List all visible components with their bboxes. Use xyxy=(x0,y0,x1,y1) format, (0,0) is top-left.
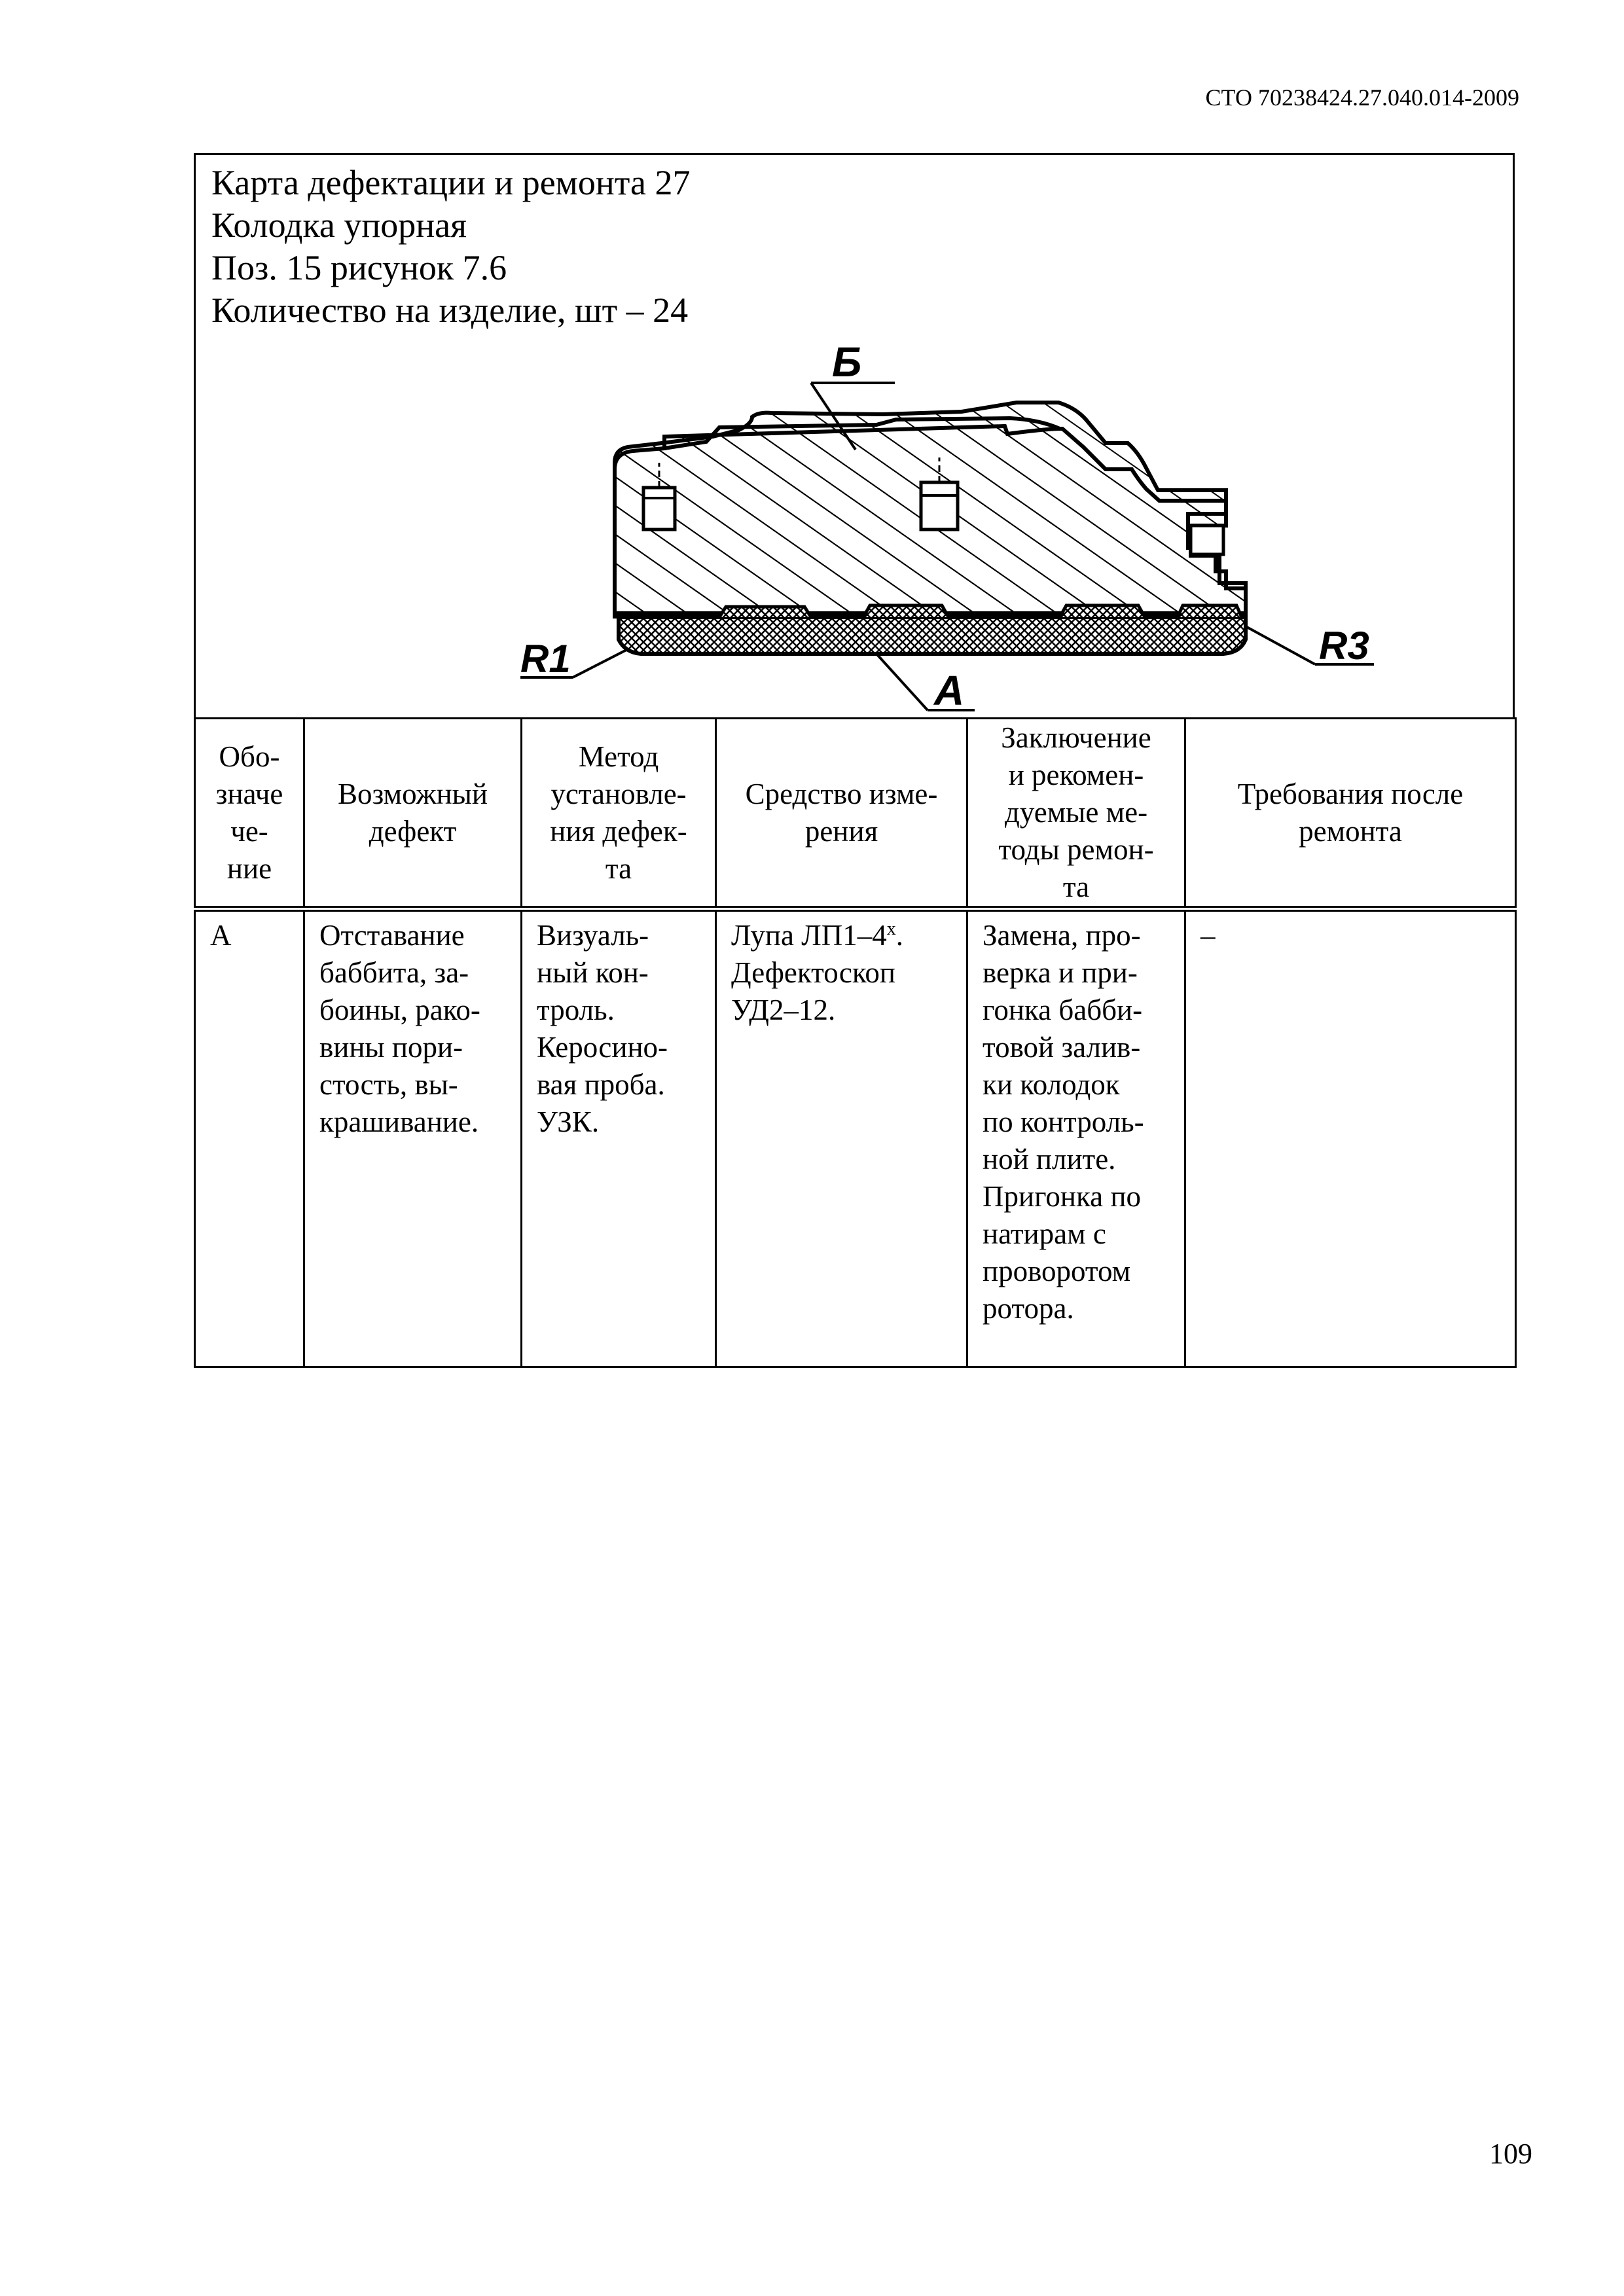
col-conclusion: Заключение и рекомен- дуемые ме- тоды ремон- та xyxy=(967,719,1185,909)
cell-designation: А xyxy=(195,909,304,1367)
label-b: Б xyxy=(832,338,862,386)
left-screw-hole xyxy=(643,488,675,529)
right-screw-hole xyxy=(921,482,958,529)
card-header xyxy=(194,153,1515,719)
label-r3: R3 xyxy=(1319,624,1369,668)
babbitt-layer xyxy=(619,617,1246,654)
side-groove xyxy=(1191,526,1223,554)
part-name: Колодка упорная xyxy=(211,206,467,245)
table-header-row xyxy=(195,719,1516,909)
cell-requirements: – xyxy=(1185,909,1516,1367)
col-method: Метод установле- ния дефек- та xyxy=(522,719,716,909)
page-number: 109 xyxy=(1489,2138,1532,2170)
cell-method: Визуаль- ный кон- троль. Керосино- вая проба. УЗК. xyxy=(522,909,716,1367)
defect-card xyxy=(194,153,1515,1371)
part-quantity: Количество на изделие, шт – 24 xyxy=(211,291,689,330)
cell-defect: Отставание баббита, за- боины, рако- вины пори- стость, вы- крашивание. xyxy=(304,909,522,1367)
table-row xyxy=(195,909,1516,1367)
col-defect: Возможный дефект xyxy=(304,719,522,909)
col-requirements: Требования после ремонта xyxy=(1185,719,1516,909)
col-designation: Обо- значе че- ние xyxy=(195,719,304,909)
label-r1: R1 xyxy=(520,637,571,681)
label-a: А xyxy=(934,667,965,714)
document-code: СТО 70238424.27.040.014-2009 xyxy=(1205,84,1519,111)
part-drawing xyxy=(196,155,1513,719)
card-title: Карта дефектации и ремонта 27 xyxy=(211,163,691,202)
defects-table xyxy=(194,717,1517,1368)
cell-tool: Лупа $ЛП1-4^х$. Дефектоскоп УД2–12. xyxy=(716,909,967,1367)
part-position: Поз. 15 рисунок 7.6 xyxy=(211,248,507,287)
col-tool: Средство изме- рения xyxy=(716,719,967,909)
cell-conclusion: Замена, про- верка и при- гонка бабби- товой залив- ки колодок по контроль- ной плите. Пригонка по натирам с проворотом ротора. xyxy=(967,909,1185,1367)
